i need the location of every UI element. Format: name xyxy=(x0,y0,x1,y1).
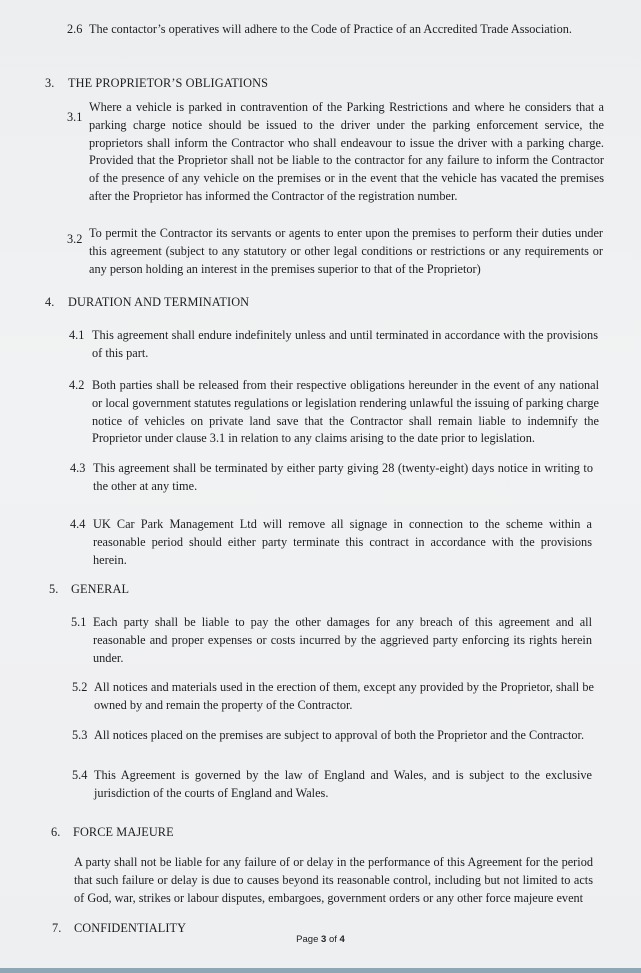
clause-number: 3.1 xyxy=(67,110,83,124)
clause-text: All notices placed on the premises are subject to approval of both the Proprietor and the Contractor. xyxy=(94,728,585,742)
clause-number: 5.4 xyxy=(72,768,88,782)
clause-number: 4.1 xyxy=(69,328,85,342)
page-separator: of xyxy=(328,934,337,945)
clause-text: Where a vehicle is parked in contravention of the Parking Restrictions and where he considers that a parking charge notice should be issued to the driver under the parking enforcement service, the proprietors shall inform the Contractor who shall endeavour to issue the driver with a parking charge. Provided that the Proprietor shall not be liable to the contractor for any failure to inform the Contractor of the presence of any vehicle on the premises or in the event that the vehicle has vacated the premises after the Proprietor has informed the Contractor of the registration number. xyxy=(89,100,604,203)
clause-number: 3.2 xyxy=(67,232,83,246)
clause-number: 5.3 xyxy=(72,728,88,742)
section-number: 7. xyxy=(52,921,62,935)
clause-text: Each party shall be liable to pay the other damages for any breach of this agreement and all reasonable and proper expenses or costs incurred by the aggrieved party enforcing its rights herein under. xyxy=(93,615,592,665)
clause-text: The contactor’s operatives will adhere to the Code of Practice of an Accredited Trade Association. xyxy=(89,22,572,36)
section-body: A party shall not be liable for any failure of or delay in the performance of this Agreement for the period that such failure or delay is due to causes beyond its reasonable control, including but not limited to acts of God, war, strikes or labour disputes, embargoes, government orders or any other force majeure event xyxy=(74,855,593,905)
section-number: 4. xyxy=(45,295,55,309)
clause-number: 5.1 xyxy=(71,615,87,629)
section-title: GENERAL xyxy=(71,582,130,596)
current-page: 3 xyxy=(321,934,327,945)
clause-text: All notices and materials used in the erection of them, except any provided by the Proprietor, shall be owned by and remain the property of the Contractor. xyxy=(94,680,594,712)
section-number: 6. xyxy=(51,825,61,839)
clause-text: To permit the Contractor its servants or agents to enter upon the premises to perform their duties under this agreement (subject to any statutory or other legal conditions or restrictions or any requirements or any person holding an interest in the premises superior to that of the Proprietor) xyxy=(89,226,603,276)
clause-number: 5.2 xyxy=(72,680,88,694)
clause-text: This agreement shall be terminated by either party giving 28 (twenty-eight) days notice in writing to the other at any time. xyxy=(93,461,593,493)
section-number: 5. xyxy=(49,582,59,596)
bottom-edge-bar xyxy=(0,968,641,973)
clause-number: 2.6 xyxy=(67,22,83,36)
clause-text: UK Car Park Management Ltd will remove all signage in connection to the scheme within a reasonable period should either party terminate this contract in accordance with the provisions herein. xyxy=(93,517,592,567)
total-pages: 4 xyxy=(339,934,345,945)
section-number: 3. xyxy=(45,76,55,90)
page-number xyxy=(0,934,641,945)
section-title: DURATION AND TERMINATION xyxy=(68,295,250,309)
clause-number: 4.3 xyxy=(70,461,86,475)
section-title: THE PROPRIETOR’S OBLIGATIONS xyxy=(68,76,269,90)
page-label: Page xyxy=(296,934,319,945)
section-title: CONFIDENTIALITY xyxy=(74,921,187,935)
clause-number: 4.2 xyxy=(69,378,85,392)
section-title: FORCE MAJEURE xyxy=(73,825,174,839)
clause-text: Both parties shall be released from their respective obligations hereunder in the event of any national or local government statutes regulations or legislation rendering unlawful the issuing of parking charge notice of vehicles on private land save that the Contractor shall remain liable to indemnify the Proprietor under clause 3.1 in relation to any claims arising to the date prior to legislation. xyxy=(92,378,599,446)
clause-text: This Agreement is governed by the law of England and Wales, and is subject to the exclusive jurisdiction of the courts of England and Wales. xyxy=(94,768,592,800)
clause-text: This agreement shall endure indefinitely unless and until terminated in accordance with the provisions of this part. xyxy=(92,328,598,360)
clause-number: 4.4 xyxy=(70,517,86,531)
